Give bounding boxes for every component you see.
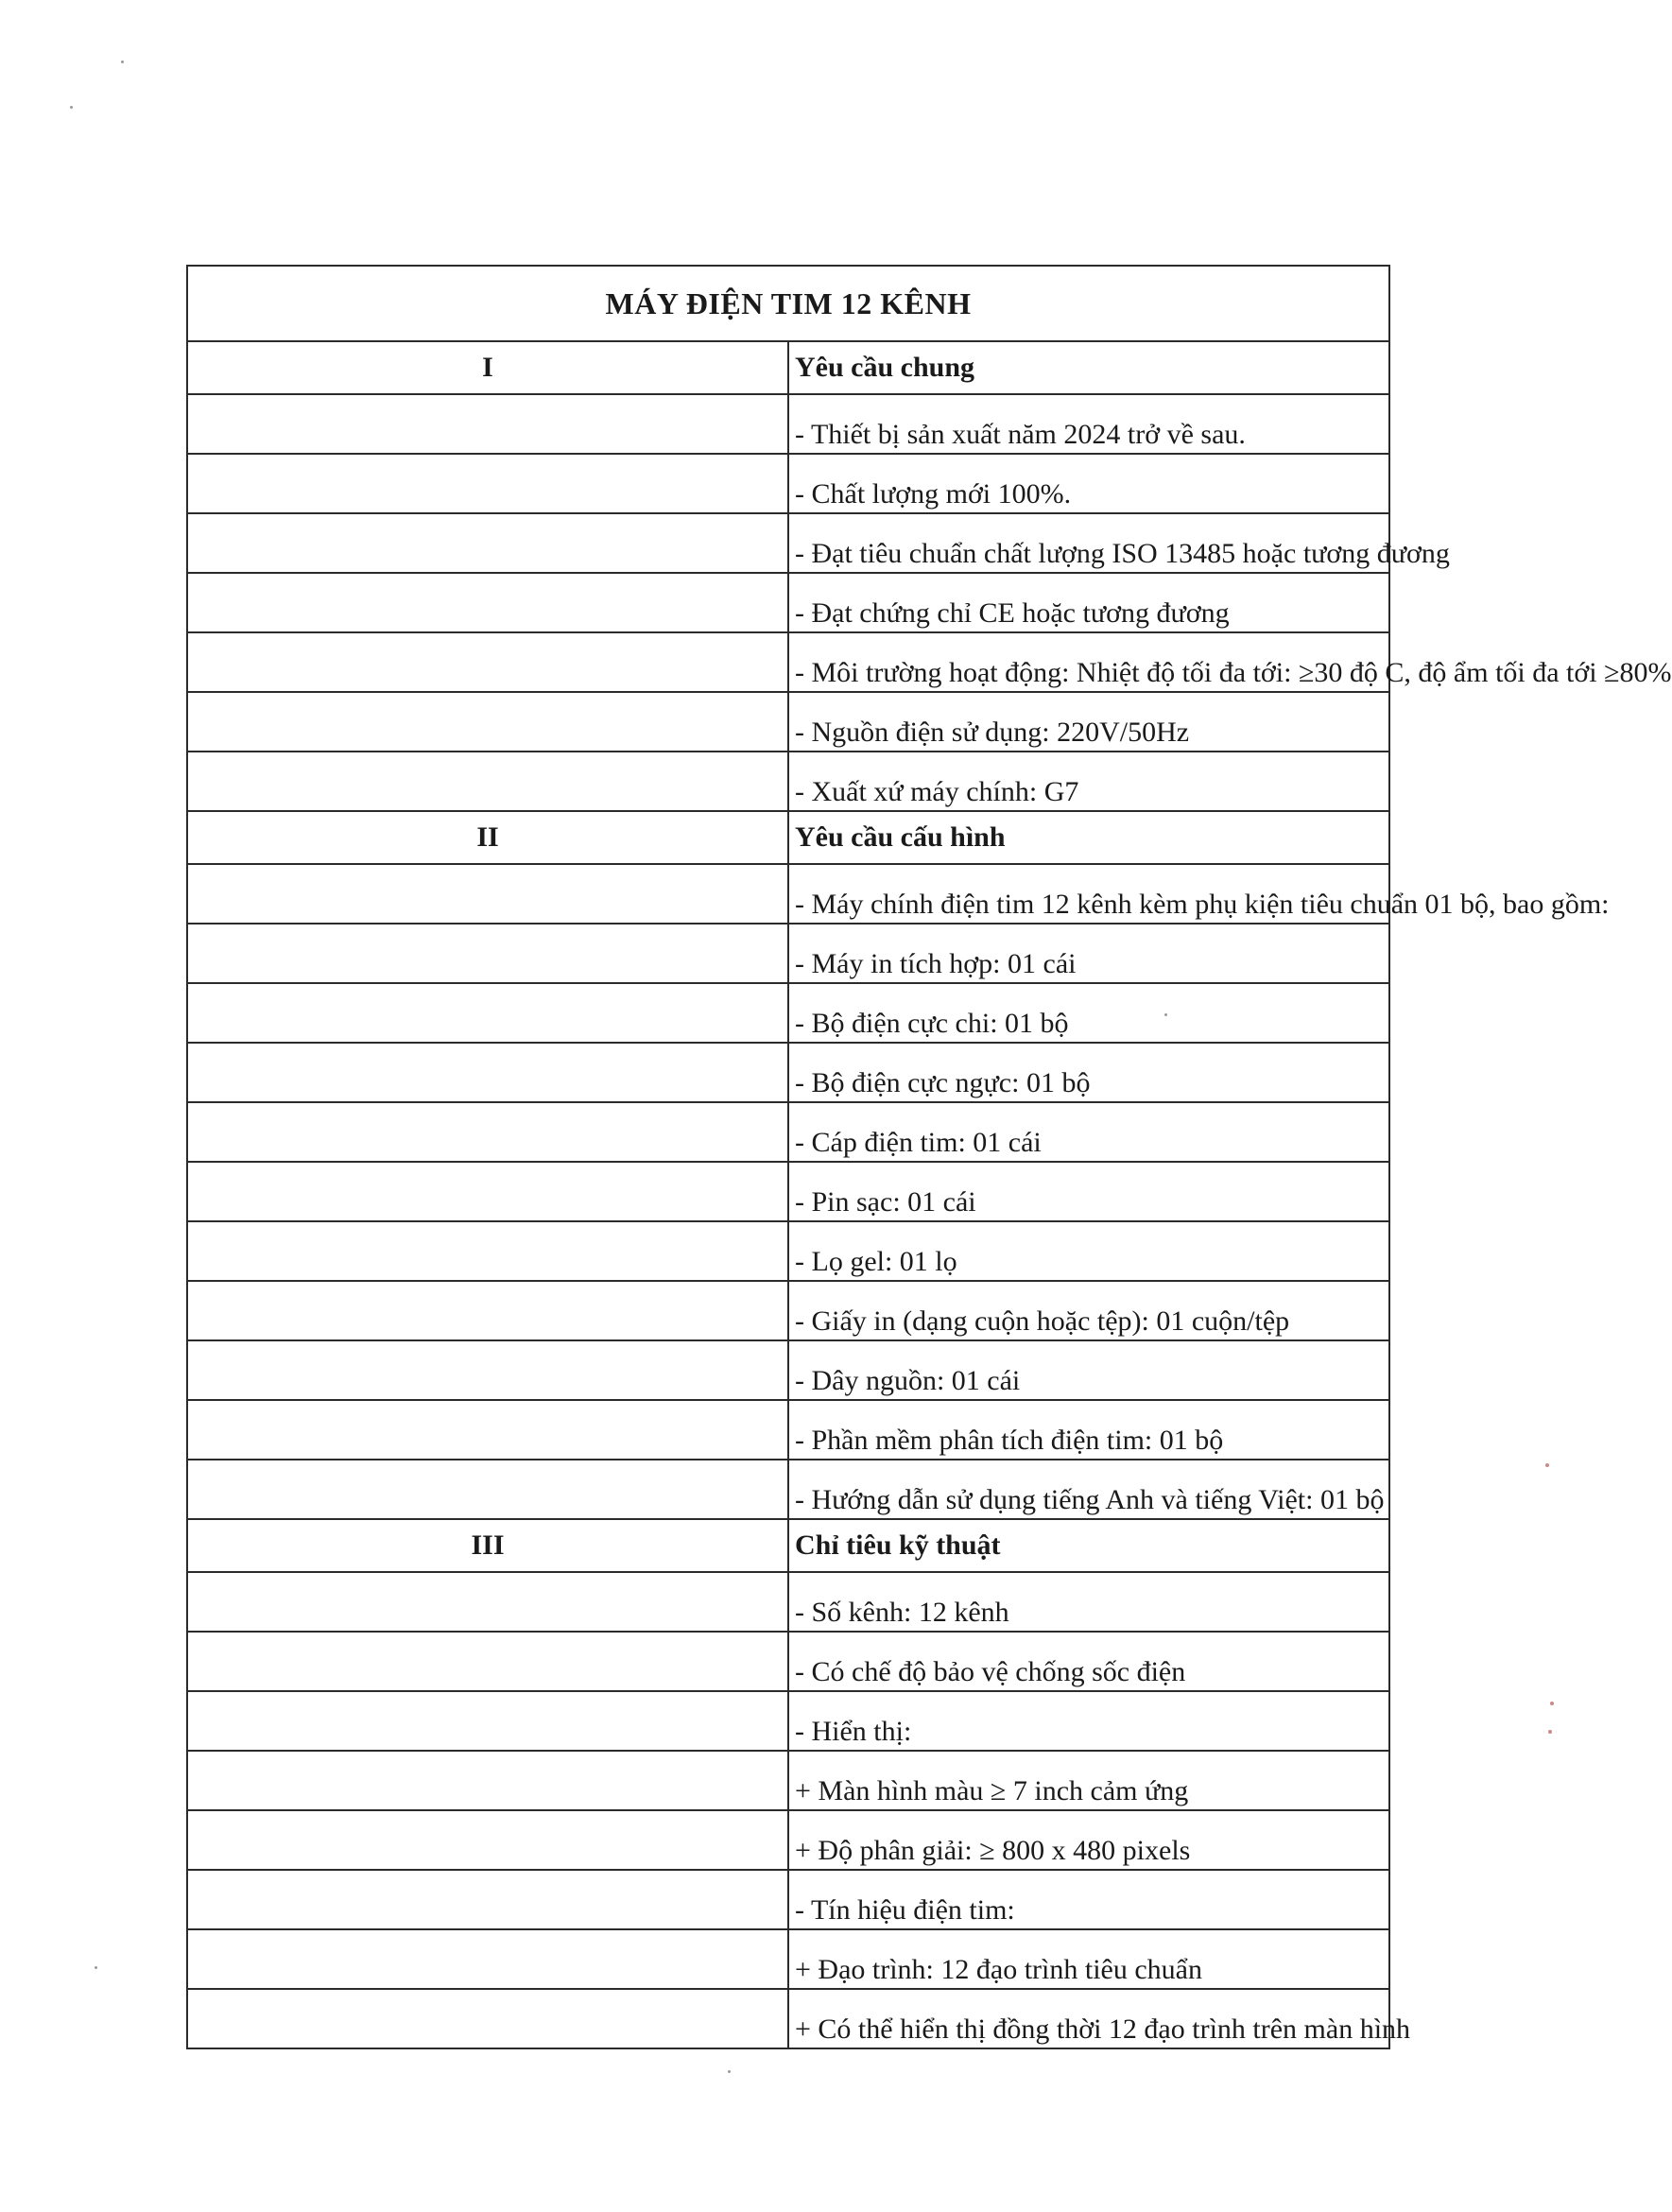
spec-item: - Nguồn điện sử dụng: 220V/50Hz <box>788 692 1389 752</box>
spec-item: - Đạt chứng chỉ CE hoặc tương đương <box>788 573 1389 632</box>
section-heading: Yêu cầu cấu hình <box>788 811 1389 864</box>
section-heading: Chỉ tiêu kỹ thuật <box>788 1519 1389 1572</box>
spec-item: - Dây nguồn: 01 cái <box>788 1340 1389 1400</box>
spec-item: - Máy chính điện tim 12 kênh kèm phụ kiện tiêu chuẩn 01 bộ, bao gồm: <box>788 864 1389 924</box>
section-number: II <box>187 811 788 864</box>
table-row <box>187 632 1389 692</box>
spec-item: - Xuất xứ máy chính: G7 <box>788 752 1389 811</box>
spec-item: - Phần mềm phân tích điện tim: 01 bộ <box>788 1400 1389 1460</box>
table-row <box>187 1460 1389 1519</box>
table-row <box>187 1400 1389 1460</box>
spec-item: - Lọ gel: 01 lọ <box>788 1221 1389 1281</box>
table-row <box>187 1572 1389 1632</box>
spec-item: + Độ phân giải: ≥ 800 x 480 pixels <box>788 1810 1389 1870</box>
spec-item: - Bộ điện cực chi: 01 bộ <box>788 983 1389 1043</box>
section-heading: Yêu cầu chung <box>788 341 1389 394</box>
spec-item: - Cáp điện tim: 01 cái <box>788 1102 1389 1162</box>
title-row <box>187 266 1389 341</box>
spec-item: + Đạo trình: 12 đạo trình tiêu chuẩn <box>788 1929 1389 1989</box>
section-number: I <box>187 341 788 394</box>
scan-mark <box>1545 1463 1549 1467</box>
table-row <box>187 573 1389 632</box>
table-row <box>187 454 1389 513</box>
table-row <box>187 1691 1389 1751</box>
spec-item: + Có thể hiển thị đồng thời 12 đạo trình trên màn hình <box>788 1989 1389 2048</box>
scan-speck <box>1164 1013 1167 1016</box>
section-row-configuration <box>187 811 1389 864</box>
spec-item: - Có chế độ bảo vệ chống sốc điện <box>788 1632 1389 1691</box>
spec-item: - Bộ điện cực ngực: 01 bộ <box>788 1043 1389 1102</box>
table-row <box>187 752 1389 811</box>
section-number: III <box>187 1519 788 1572</box>
table-row <box>187 1929 1389 1989</box>
document-title: MÁY ĐIỆN TIM 12 KÊNH <box>187 266 1389 341</box>
table-row <box>187 1632 1389 1691</box>
scan-speck <box>728 2070 731 2073</box>
spec-item: - Số kênh: 12 kênh <box>788 1572 1389 1632</box>
spec-item: - Hiển thị: <box>788 1691 1389 1751</box>
table-row <box>187 1162 1389 1221</box>
table-row <box>187 1751 1389 1810</box>
spec-table-body <box>187 266 1672 2048</box>
table-row <box>187 692 1389 752</box>
table-row <box>187 1870 1389 1929</box>
spec-item: - Môi trường hoạt động: Nhiệt độ tối đa tới: ≥30 độ C, độ ẩm tối đa tới ≥80% <box>788 632 1389 692</box>
table-row <box>187 394 1389 454</box>
spec-item: - Thiết bị sản xuất năm 2024 trở về sau. <box>788 394 1389 454</box>
scan-speck <box>95 1966 97 1969</box>
scan-speck <box>70 106 73 109</box>
table-row <box>187 1281 1389 1340</box>
spec-item: - Máy in tích hợp: 01 cái <box>788 924 1389 983</box>
spec-table <box>186 265 1672 2049</box>
table-row <box>187 513 1389 573</box>
spec-item: - Đạt tiêu chuẩn chất lượng ISO 13485 hoặc tương đương <box>788 513 1389 573</box>
spec-item: - Hướng dẫn sử dụng tiếng Anh và tiếng Việt: 01 bộ <box>788 1460 1389 1519</box>
table-row <box>187 1989 1389 2048</box>
scan-mark <box>1550 1702 1554 1705</box>
spec-item: + Màn hình màu ≥ 7 inch cảm ứng <box>788 1751 1389 1810</box>
table-row <box>187 1043 1389 1102</box>
section-row-technical <box>187 1519 1389 1572</box>
table-row <box>187 1102 1389 1162</box>
spec-item: - Giấy in (dạng cuộn hoặc tệp): 01 cuộn/tệp <box>788 1281 1389 1340</box>
spec-item: - Pin sạc: 01 cái <box>788 1162 1389 1221</box>
table-row <box>187 1340 1389 1400</box>
scan-speck <box>121 60 124 63</box>
spec-item: - Tín hiệu điện tim: <box>788 1870 1389 1929</box>
spec-item: - Chất lượng mới 100%. <box>788 454 1389 513</box>
table-row <box>187 1810 1389 1870</box>
table-row <box>187 983 1389 1043</box>
scan-mark <box>1548 1730 1552 1734</box>
table-row <box>187 864 1389 924</box>
table-row <box>187 1221 1389 1281</box>
table-row <box>187 924 1389 983</box>
section-row-general <box>187 341 1389 394</box>
